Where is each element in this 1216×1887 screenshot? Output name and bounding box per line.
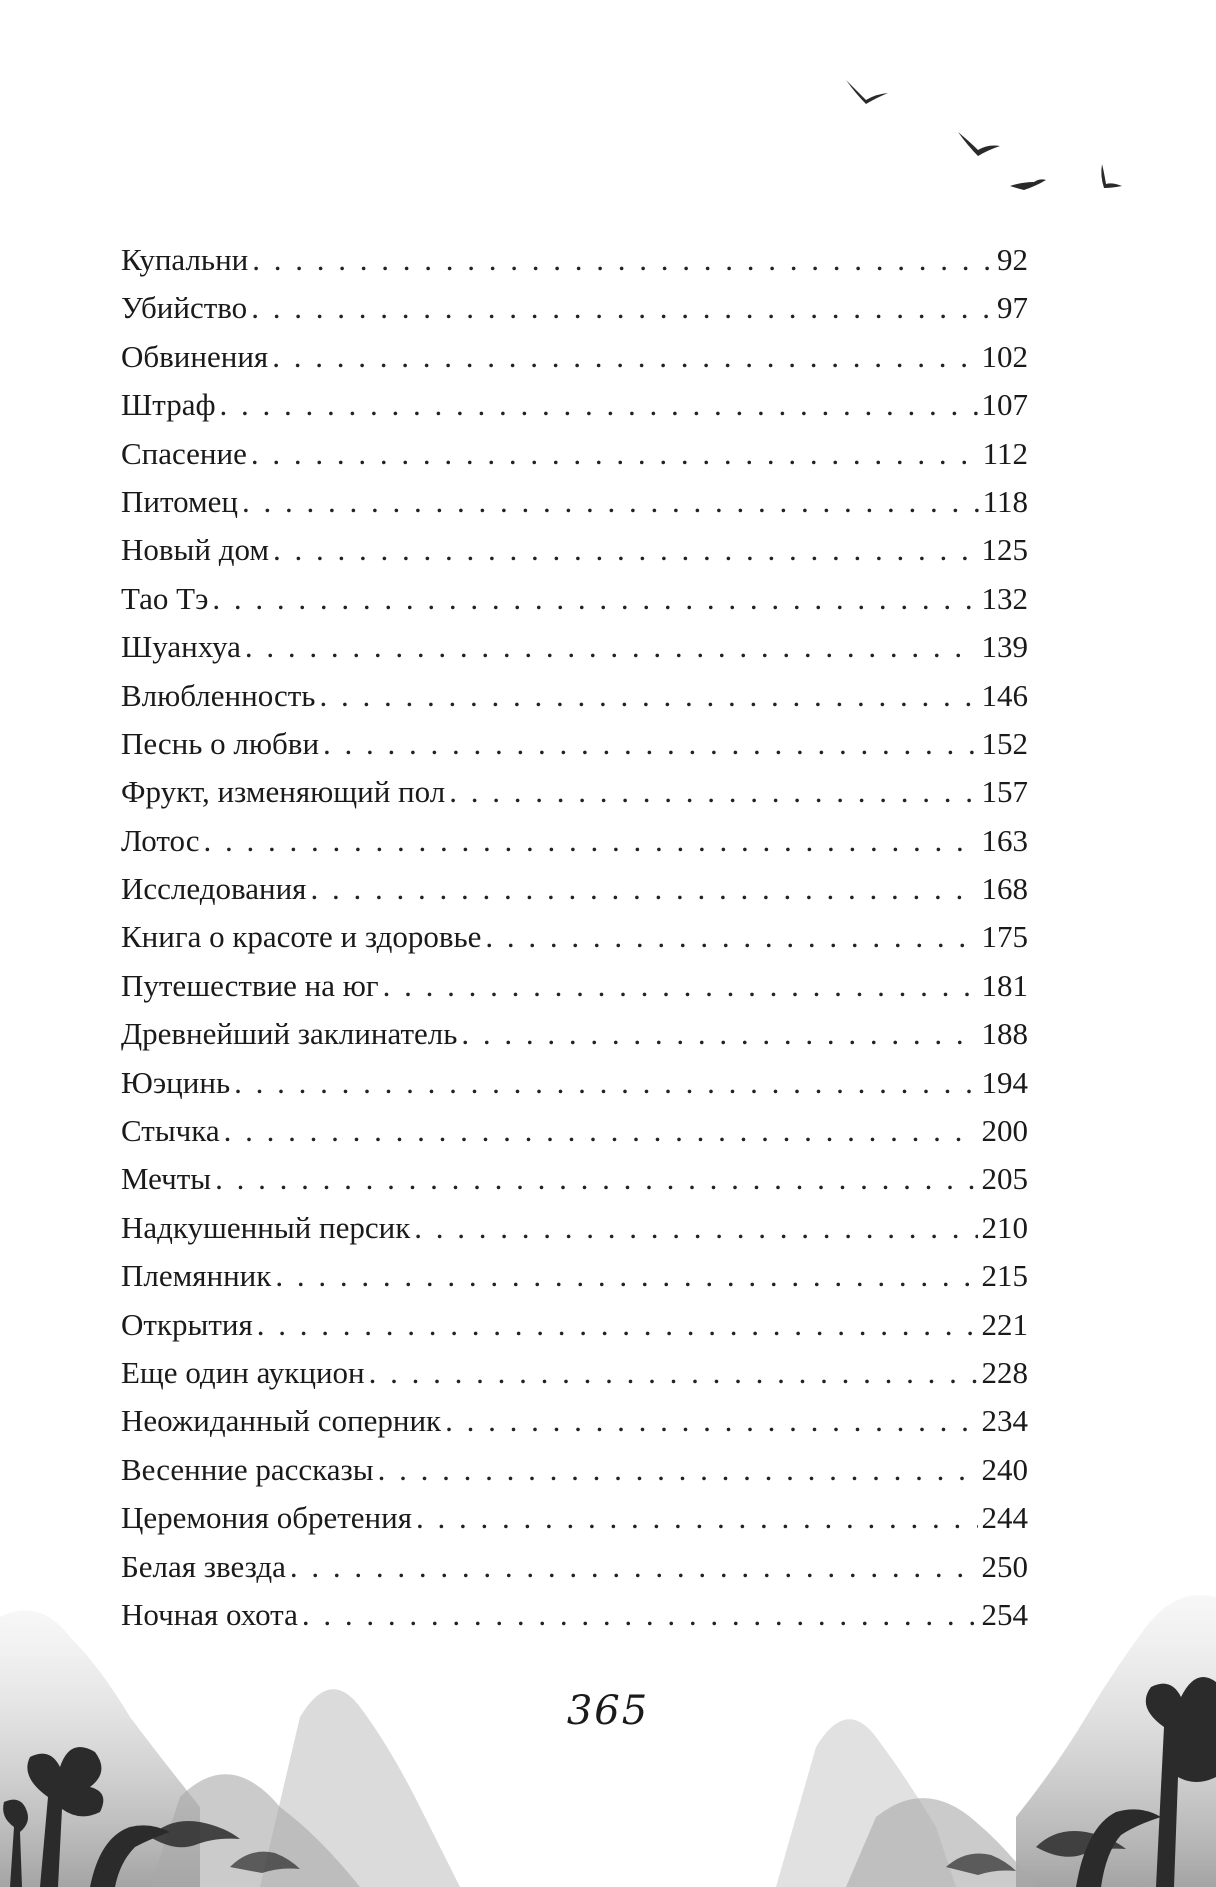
toc-title: Лотос [121, 822, 200, 858]
toc-page-number: 254 [981, 1596, 1028, 1632]
toc-title: Питомец [121, 483, 238, 519]
toc-title: Путешествие на юг [121, 967, 379, 1003]
toc-title: Убийство [121, 290, 248, 326]
page-number: 365 [566, 1688, 650, 1734]
toc-page-number: 205 [981, 1161, 1028, 1197]
toc-entry[interactable] [121, 1446, 1028, 1494]
toc-title: Весенние рассказы [121, 1451, 374, 1487]
toc-leader-dots [319, 672, 977, 720]
bird-icon [1101, 164, 1122, 188]
toc-page-number: 97 [997, 290, 1028, 326]
ink-landscape-left-illustration [0, 1577, 560, 1887]
toc-page-number: 228 [981, 1354, 1028, 1390]
toc-entry[interactable] [121, 720, 1028, 768]
toc-page-number: 152 [981, 725, 1028, 761]
toc-leader-dots [212, 575, 977, 623]
toc-entry[interactable] [121, 284, 1028, 332]
flying-birds-illustration [0, 0, 1216, 240]
toc-leader-dots [310, 865, 977, 913]
toc-page-number: 125 [981, 532, 1028, 568]
toc-title: Книга о красоте и здоровье [121, 919, 482, 955]
toc-title: Племянник [121, 1258, 272, 1294]
toc-entry[interactable] [121, 526, 1028, 574]
toc-title: Обвинения [121, 338, 269, 374]
toc-leader-dots [485, 913, 977, 961]
toc-title: Штраф [121, 387, 216, 423]
toc-entry[interactable] [121, 333, 1028, 381]
toc-leader-dots [449, 768, 977, 816]
toc-title: Открытия [121, 1306, 253, 1342]
toc-entry[interactable] [121, 1301, 1028, 1349]
toc-leader-dots [242, 478, 979, 526]
toc-leader-dots [383, 962, 978, 1010]
toc-title: Юэцинь [121, 1064, 231, 1100]
toc-page-number: 102 [981, 338, 1028, 374]
toc-leader-dots [323, 720, 977, 768]
toc-page-number: 240 [981, 1451, 1028, 1487]
toc-entry[interactable] [121, 817, 1028, 865]
bird-icon [958, 132, 1000, 156]
toc-page-number: 107 [981, 387, 1028, 423]
toc-leader-dots [272, 333, 977, 381]
toc-page-number: 92 [997, 242, 1028, 277]
toc-leader-dots [234, 1059, 977, 1107]
toc-title: Еще один аукцион [121, 1354, 365, 1390]
toc-leader-dots [416, 1494, 978, 1542]
ink-landscape-right-illustration [656, 1577, 1216, 1887]
toc-entry[interactable] [121, 1204, 1028, 1252]
toc-page-number: 118 [982, 483, 1028, 519]
toc-title: Шуанхуа [121, 629, 241, 665]
toc-page-number: 168 [981, 871, 1028, 907]
toc-leader-dots [273, 526, 978, 574]
toc-page-number: 139 [981, 629, 1028, 665]
toc-leader-dots [461, 1010, 977, 1058]
toc-leader-dots [414, 1204, 977, 1252]
toc-title: Фрукт, изменяющий пол [121, 774, 446, 810]
toc-leader-dots [252, 236, 993, 284]
toc-entry[interactable] [121, 1349, 1028, 1397]
toc-title: Спасение [121, 435, 247, 471]
toc-page-number: 194 [981, 1064, 1028, 1100]
toc-title: Ночная охота [121, 1596, 298, 1632]
toc-entry[interactable] [121, 768, 1028, 816]
toc-title: Исследования [121, 871, 307, 907]
toc-page-number: 234 [981, 1403, 1028, 1439]
toc-title: Белая звезда [121, 1548, 286, 1584]
bird-icon [1010, 179, 1046, 190]
toc-title: Надкушенный персик [121, 1209, 411, 1245]
toc-leader-dots [251, 284, 993, 332]
toc-page-number: 215 [981, 1258, 1028, 1294]
table-of-contents [121, 236, 1028, 1639]
toc-entry[interactable] [121, 865, 1028, 913]
toc-entry[interactable] [121, 575, 1028, 623]
toc-entry[interactable] [121, 623, 1028, 671]
toc-leader-dots [445, 1397, 977, 1445]
toc-leader-dots [251, 430, 979, 478]
toc-leader-dots [245, 623, 978, 671]
toc-entry[interactable] [121, 1494, 1028, 1542]
toc-page-number: 250 [981, 1548, 1028, 1584]
toc-leader-dots [369, 1349, 978, 1397]
toc-entry[interactable] [121, 1059, 1028, 1107]
bird-icon [846, 80, 888, 104]
toc-page-number: 200 [981, 1113, 1028, 1149]
toc-entry[interactable] [121, 430, 1028, 478]
toc-entry[interactable] [121, 962, 1028, 1010]
toc-page-number: 210 [981, 1209, 1028, 1245]
toc-title: Мечты [121, 1161, 212, 1197]
toc-page-number: 146 [981, 677, 1028, 713]
toc-title: Стычка [121, 1113, 220, 1149]
toc-leader-dots [224, 1107, 978, 1155]
toc-page-number: 112 [982, 435, 1028, 471]
toc-leader-dots [378, 1446, 978, 1494]
toc-page-number: 157 [981, 774, 1028, 810]
toc-page-number: 181 [981, 967, 1028, 1003]
toc-entry[interactable] [121, 478, 1028, 526]
toc-page-number: 221 [981, 1306, 1028, 1342]
toc-leader-dots [215, 1155, 977, 1203]
toc-title: Неожиданный соперник [121, 1403, 442, 1439]
toc-leader-dots [220, 381, 978, 429]
toc-page-number: 188 [981, 1016, 1028, 1052]
toc-entry[interactable] [121, 1107, 1028, 1155]
toc-entry[interactable] [121, 1010, 1028, 1058]
toc-entry[interactable] [121, 1397, 1028, 1445]
toc-entry[interactable] [121, 1252, 1028, 1300]
toc-title: Влюбленность [121, 677, 316, 713]
toc-page-number: 132 [981, 580, 1028, 616]
toc-title: Древнейший заклинатель [121, 1016, 458, 1052]
toc-entry[interactable] [121, 913, 1028, 961]
toc-entry[interactable] [121, 672, 1028, 720]
toc-page-number: 244 [981, 1500, 1028, 1536]
toc-page-number: 175 [981, 919, 1028, 955]
toc-title: Песнь о любви [121, 725, 320, 761]
toc-leader-dots [275, 1252, 977, 1300]
toc-title: Купальни [121, 242, 249, 277]
toc-page-number: 163 [981, 822, 1028, 858]
toc-entry[interactable] [121, 236, 1028, 284]
toc-entry[interactable] [121, 381, 1028, 429]
toc-title: Церемония обретения [121, 1500, 412, 1536]
toc-leader-dots [257, 1301, 978, 1349]
toc-leader-dots [204, 817, 978, 865]
toc-entry[interactable] [121, 1155, 1028, 1203]
toc-title: Тао Тэ [121, 580, 209, 616]
toc-title: Новый дом [121, 532, 269, 568]
